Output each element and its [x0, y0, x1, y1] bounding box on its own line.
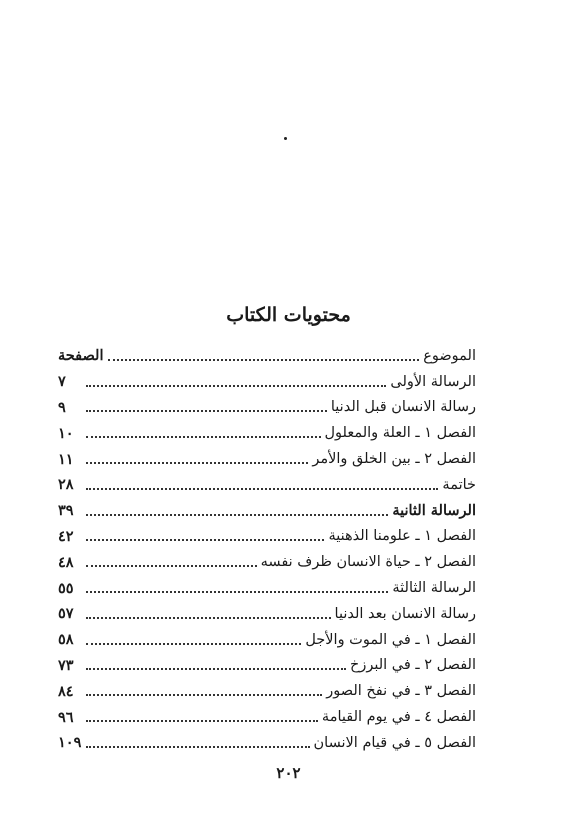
toc-header-row — [58, 343, 476, 369]
toc-entry — [58, 627, 476, 653]
toc-entry — [58, 472, 476, 498]
dot-leader — [86, 591, 388, 593]
toc-entries — [58, 369, 476, 756]
toc-entry-page: ٩ — [58, 398, 66, 416]
toc-entry-page: ٢٨ — [58, 476, 74, 494]
toc-entry — [58, 549, 476, 575]
toc-entry — [58, 653, 476, 679]
toc-entry — [58, 601, 476, 627]
toc-entry-title: الفصل ٢ ـ في البرزخ — [349, 657, 476, 674]
dot-leader — [86, 514, 388, 516]
toc-entry — [58, 395, 476, 421]
toc-entry-title: الفصل ١ ـ العلة والمعلول — [324, 425, 476, 442]
page-title: محتويات الكتاب — [226, 304, 351, 326]
dot-leader — [86, 539, 324, 541]
toc-entry-title: الفصل ٤ ـ في يوم القيامة — [321, 709, 476, 726]
dot-leader — [86, 385, 386, 387]
table-of-contents — [58, 343, 476, 756]
toc-entry — [58, 730, 476, 756]
toc-entry-page: ٧ — [58, 373, 66, 391]
toc-entry-title: الرسالة الأولى — [390, 373, 476, 390]
toc-entry-page: ٤٢ — [58, 527, 74, 545]
dot-leader — [86, 488, 438, 490]
toc-header-page: الصفحة — [58, 347, 104, 365]
toc-entry-title: الرسالة الثالثة — [392, 580, 476, 597]
dot-leader — [86, 436, 321, 438]
toc-entry — [58, 446, 476, 472]
toc-entry-title: رسالة الانسان قبل الدنيا — [330, 399, 476, 416]
dot-leader — [108, 359, 420, 361]
dot-leader — [86, 746, 310, 748]
toc-entry — [58, 678, 476, 704]
dot-leader — [86, 668, 346, 670]
toc-entry-page: ٩٦ — [58, 708, 74, 726]
toc-entry-title: خاتمة — [442, 476, 476, 493]
dot-leader — [86, 720, 318, 722]
toc-entry — [58, 524, 476, 550]
toc-entry — [58, 704, 476, 730]
toc-entry-page: ٧٣ — [58, 656, 74, 674]
toc-entry-page: ٤٨ — [58, 553, 74, 571]
page-number: ٢٠٢ — [276, 764, 301, 782]
dot-leader — [86, 565, 257, 567]
toc-entry-page: ١١ — [58, 450, 74, 468]
dot-leader — [86, 694, 322, 696]
dot-leader — [86, 617, 331, 619]
toc-entry-page: ٥٨ — [58, 631, 74, 649]
toc-entry-page: ١٠٩ — [58, 734, 82, 752]
toc-entry — [58, 369, 476, 395]
toc-entry-title: الرسالة الثانية — [392, 502, 476, 520]
toc-entry-page: ٥٥ — [58, 579, 74, 597]
toc-entry-page: ٥٧ — [58, 605, 74, 623]
toc-entry-title: الفصل ٣ ـ في نفخ الصور — [326, 683, 476, 700]
toc-entry — [58, 575, 476, 601]
dot-leader — [86, 643, 301, 645]
toc-entry-title: الفصل ٥ ـ في قيام الانسان — [313, 734, 476, 751]
toc-entry — [58, 498, 476, 524]
toc-entry-title: رسالة الانسان بعد الدنيا — [334, 605, 476, 622]
toc-entry-title: الفصل ١ ـ في الموت والأجل — [305, 631, 476, 648]
toc-entry-page: ٣٩ — [58, 502, 74, 520]
toc-entry-page: ٨٤ — [58, 682, 74, 700]
dot-leader — [86, 462, 308, 464]
dot-leader — [86, 410, 327, 412]
ink-speck — [284, 137, 287, 140]
toc-entry-title: الفصل ٢ ـ بين الخلق والأمر — [312, 451, 476, 468]
toc-header-topic: الموضوع — [423, 347, 476, 364]
toc-entry-page: ١٠ — [58, 424, 74, 442]
toc-entry-title: الفصل ١ ـ علومنا الذهنية — [328, 528, 476, 545]
toc-entry-title: الفصل ٢ ـ حياة الانسان ظرف نفسه — [260, 554, 476, 571]
toc-entry — [58, 420, 476, 446]
